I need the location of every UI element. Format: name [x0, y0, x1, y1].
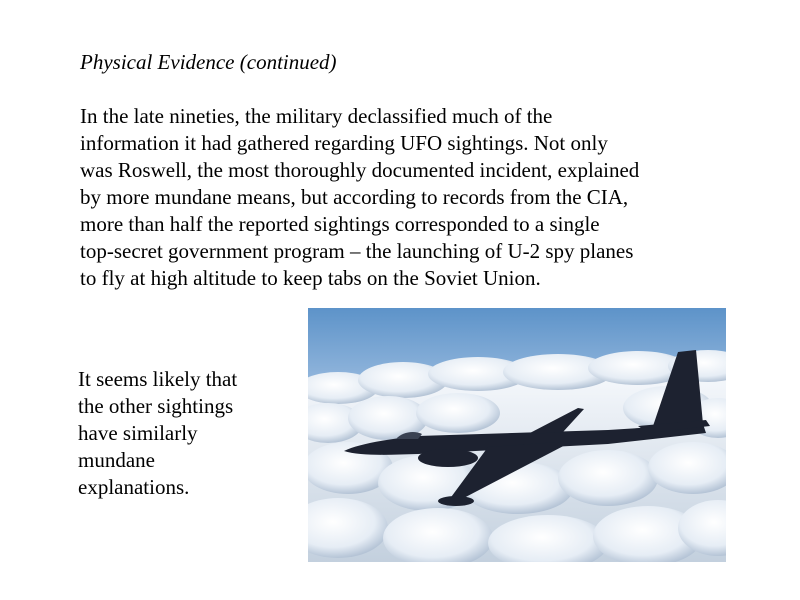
paragraph-line: by more mundane means, but according to records from the CIA, [80, 185, 629, 209]
paragraph-line: more than half the reported sightings corresponded to a single [80, 212, 600, 236]
paragraph-line: top-secret government program – the launching of U-2 spy planes [80, 239, 634, 263]
side-note-line: have similarly [78, 421, 198, 445]
paragraph-line: In the late nineties, the military declassified much of the [80, 104, 553, 128]
slide-title: Physical Evidence (continued) [80, 50, 337, 74]
paragraph-line: was Roswell, the most thoroughly documented incident, explained [80, 158, 640, 182]
side-note-line: explanations. [78, 475, 190, 499]
u2-spy-plane-photo [308, 308, 726, 562]
paragraph-line: to fly at high altitude to keep tabs on the Soviet Union. [80, 266, 541, 290]
side-note-line: It seems likely that [78, 367, 238, 391]
paragraph-line: information it had gathered regarding UFO sightings. Not only [80, 131, 608, 155]
side-note-line: the other sightings [78, 394, 234, 418]
side-note [78, 366, 278, 501]
side-note-line: mundane [78, 448, 155, 472]
main-paragraph [80, 103, 740, 292]
